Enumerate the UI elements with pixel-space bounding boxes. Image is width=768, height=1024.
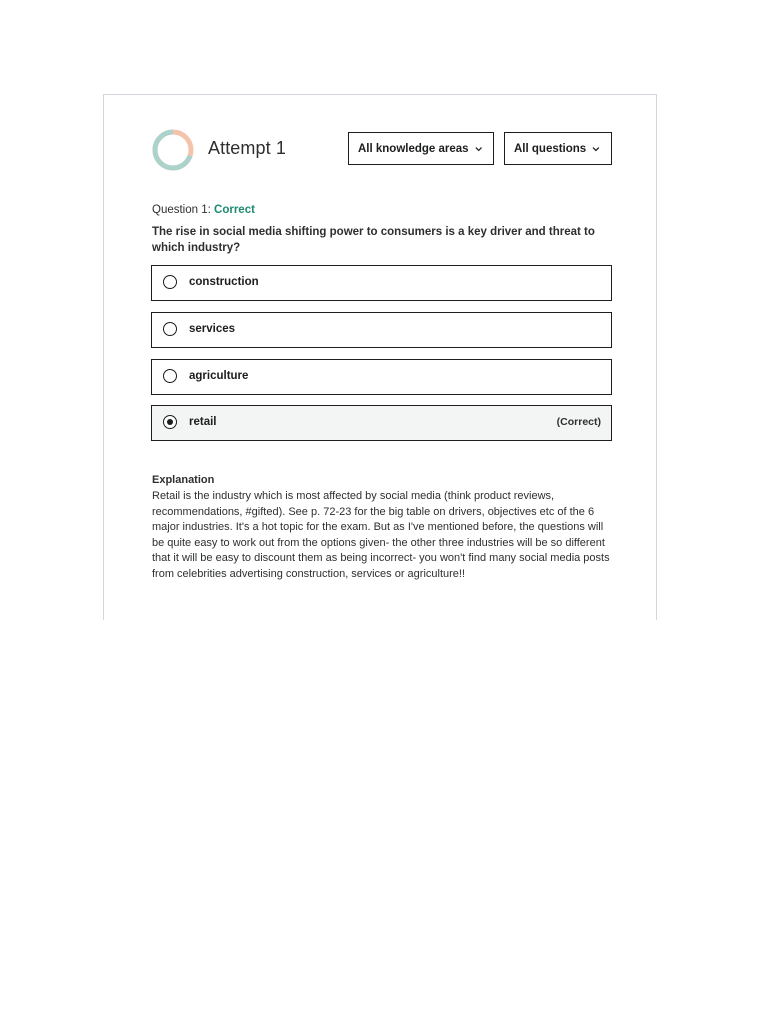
answer-option-label: agriculture (189, 370, 249, 382)
answer-option-agriculture[interactable] (151, 359, 612, 395)
questions-filter-dropdown[interactable] (504, 132, 612, 165)
radio-button[interactable] (163, 275, 177, 289)
attempt-title: Attempt 1 (208, 138, 286, 158)
explanation-heading: Explanation (152, 474, 215, 486)
correct-answer-tag: (Correct) (556, 416, 601, 428)
explanation-text: Retail is the industry which is most affected by social media (think product reviews, recommendations, #gifted). See p. 72-23 for the big table on drivers, objectives etc of the 6 major industries. It's a hot topic for the exam. But as I've mentioned before, the questions will be quite easy to work out from the options given- the other three industries will be so different that it will be easy to discount them as being incorrect- you won't find many social media posts from celebrities advertising construction, services or agriculture!! (152, 490, 610, 580)
answer-option-retail[interactable] (151, 405, 612, 441)
questions-filter-label: All questions (514, 142, 587, 155)
radio-button-selected[interactable] (163, 415, 177, 429)
chevron-down-icon (474, 144, 483, 154)
answer-option-construction[interactable] (151, 265, 612, 301)
answer-option-label: construction (189, 276, 259, 288)
answer-option-services[interactable] (151, 312, 612, 348)
question-number: Question 1: (152, 204, 211, 216)
question-status-line (152, 204, 255, 216)
chevron-down-icon (591, 144, 601, 154)
answer-option-label: retail (189, 416, 217, 428)
question-text: The rise in social media shifting power to consumers is a key driver and threat to which industry? (152, 226, 595, 254)
quiz-result-card (103, 94, 657, 620)
question-status-badge: Correct (214, 204, 255, 216)
knowledge-areas-label: All knowledge areas (358, 142, 469, 155)
knowledge-areas-dropdown[interactable] (348, 132, 494, 165)
score-ring-icon (152, 129, 194, 171)
answer-option-label: services (189, 323, 236, 335)
radio-button[interactable] (163, 322, 177, 336)
attempt-header (152, 128, 612, 172)
radio-button[interactable] (163, 369, 177, 383)
